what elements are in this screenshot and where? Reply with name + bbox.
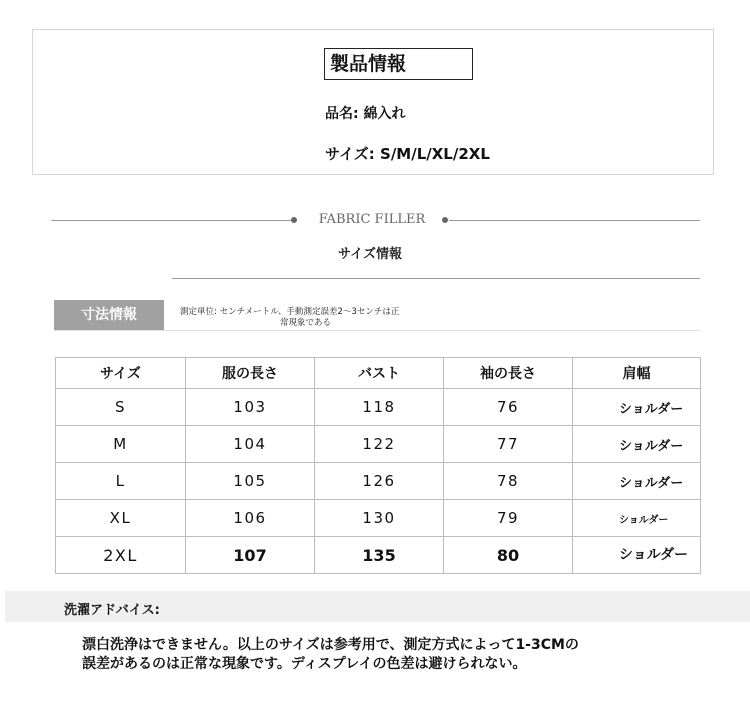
- cell-length: 106: [186, 500, 315, 537]
- cell-bust: 122: [315, 426, 444, 463]
- header-bust: バスト: [315, 358, 444, 389]
- cell-shoulder: ショルダー: [573, 537, 701, 574]
- cell-sleeve: 79: [444, 500, 573, 537]
- cell-sleeve: 80: [444, 537, 573, 574]
- header-size: サイズ: [56, 358, 186, 389]
- cell-size: L: [56, 463, 186, 500]
- table-header-row: [56, 358, 701, 389]
- product-sizes: サイズ: S/M/L/XL/2XL: [325, 145, 490, 163]
- measurement-note: [180, 307, 448, 329]
- cell-length: 107: [186, 537, 315, 574]
- size-info-heading: サイズ情報: [338, 247, 402, 262]
- cell-bust: 126: [315, 463, 444, 500]
- table-row: [56, 463, 701, 500]
- cell-size: M: [56, 426, 186, 463]
- washing-advice-text: 漂白洗浄はできません。以上のサイズは参考用で、測定方式によって1-3CMの誤差があるのは正常な現象です。ディスプレイの色差は避けられない。: [82, 637, 579, 672]
- cell-shoulder: ショルダー: [573, 463, 701, 500]
- divider-line-right: [449, 220, 700, 221]
- cell-shoulder: ショルダー: [573, 500, 701, 537]
- cell-size: XL: [56, 500, 186, 537]
- table-row: [56, 389, 701, 426]
- header-shoulder: 肩幅: [573, 358, 701, 389]
- table-row: [56, 537, 701, 574]
- divider-line-left: [51, 220, 291, 221]
- measurement-note-line2: 常現象である: [280, 318, 332, 328]
- divider-dot-right: [442, 217, 448, 223]
- measurement-label: 寸法情報: [54, 300, 164, 330]
- cell-bust: 118: [315, 389, 444, 426]
- measurement-label-rule: [54, 330, 700, 331]
- header-sleeve: 袖の長さ: [444, 358, 573, 389]
- header-length: 服の長さ: [186, 358, 315, 389]
- size-table: [55, 357, 701, 574]
- product-name: 品名: 綿入れ: [325, 106, 406, 122]
- washing-advice-title: 洗濯アドバイス:: [64, 603, 160, 618]
- divider-dot-left: [291, 217, 297, 223]
- cell-size: 2XL: [56, 537, 186, 574]
- table-row: [56, 426, 701, 463]
- cell-sleeve: 77: [444, 426, 573, 463]
- table-row: [56, 500, 701, 537]
- fabric-filler-label: FABRIC FILLER: [318, 212, 426, 227]
- cell-length: 103: [186, 389, 315, 426]
- cell-bust: 130: [315, 500, 444, 537]
- product-info-title: 製品情報: [324, 48, 473, 80]
- heading-underline: [172, 278, 700, 279]
- cell-size: S: [56, 389, 186, 426]
- cell-shoulder: ショルダー: [573, 426, 701, 463]
- measurement-note-line1: 測定単位: センチメートル、手動測定誤差2～3センチは正: [180, 307, 400, 317]
- cell-length: 105: [186, 463, 315, 500]
- cell-shoulder: ショルダー: [573, 389, 701, 426]
- cell-sleeve: 78: [444, 463, 573, 500]
- cell-length: 104: [186, 426, 315, 463]
- cell-bust: 135: [315, 537, 444, 574]
- cell-sleeve: 76: [444, 389, 573, 426]
